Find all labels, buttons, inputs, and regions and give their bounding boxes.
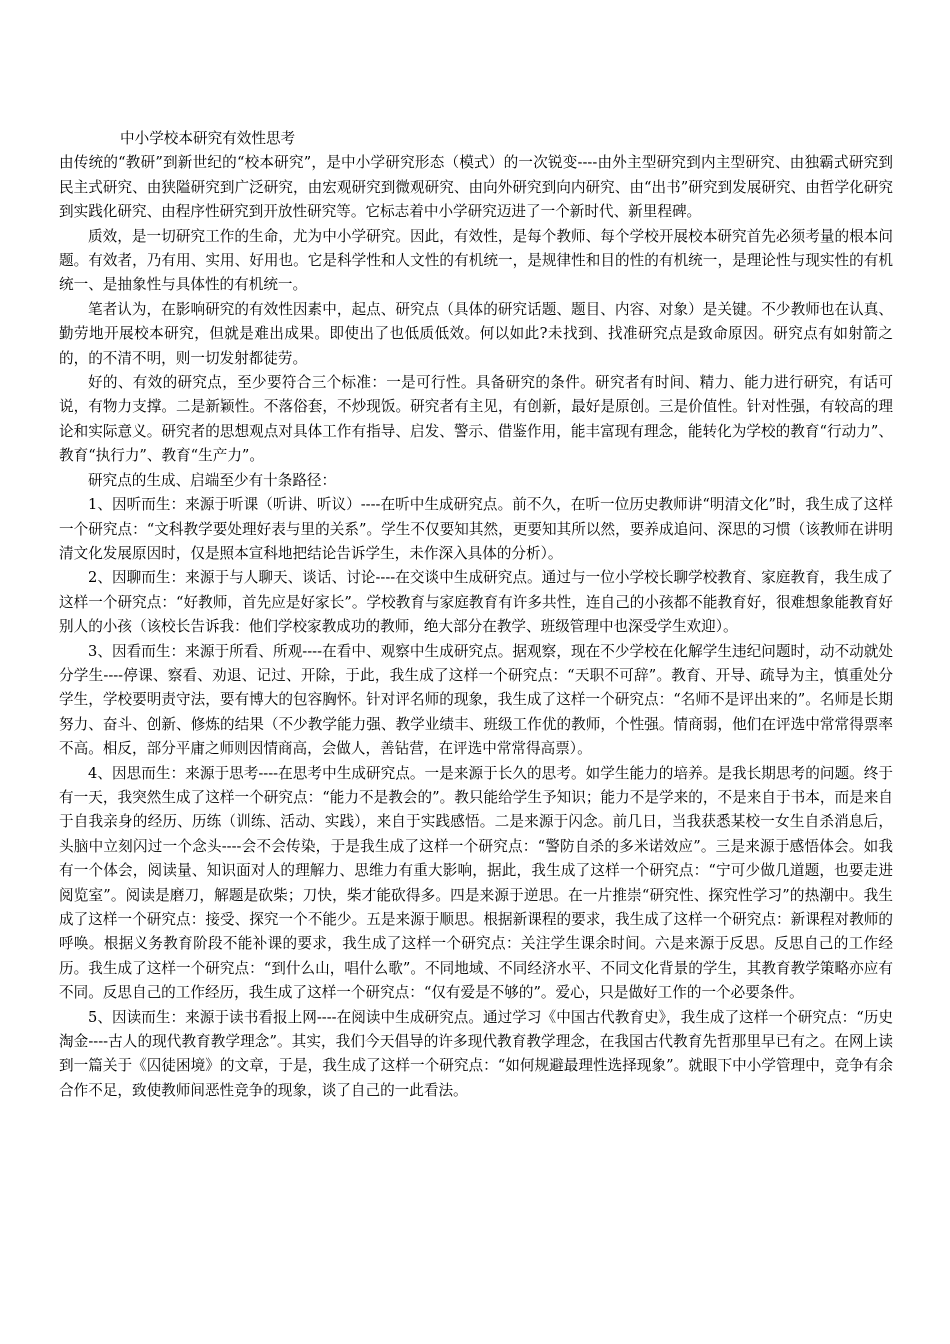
paragraph-path-3: 3、因看而生：来源于所看、所观----在看中、观察中生成研究点。据观察，现在不少学校在化解学生违纪问题时，动不动就处分学生----停课、察看、劝退、记过、开除，于此，我生成了这样一个研究点：“天职不可辞”。教育、开导、疏导为主，慎重处分学生，学校要明责守法，要有博大的包容胸怀。针对评名师的现象，我生成了这样一个研究点：“名师不是评出来的”。名师是长期努力、奋斗、创新、修炼的结果（不少教学能力强、教学业绩丰、班级工作优的教师，个性强。情商弱，他们在评选中常常得票率不高。相反，部分平庸之师则因情商高，会做人，善钻营，在评选中常常得高票）。 [59, 642, 893, 758]
paragraph-three-standards: 好的、有效的研究点，至少要符合三个标准：一是可行性。具备研究的条件。研究者有时间、精力、能力进行研究，有话可说，有物力支撑。二是新颖性。不落俗套，不炒现饭。研究者有主见，有创新，最好是原创。三是价值性。针对性强，有较高的理论和实际意义。研究者的思想观点对具体工作有指导、启发、警示、借鉴作用，能丰富现有理念，能转化为学校的教育“行动力”、教育“执行力”、教育“生产力”。 [59, 374, 893, 465]
paragraph-path-4: 4、因思而生：来源于思考----在思考中生成研究点。一是来源于长久的思考。如学生能力的培养。是我长期思考的问题。终于有一天，我突然生成了这样一个研究点：“能力不是教会的”。教只能给学生予知识；能力不是学来的，不是来自于书本，而是来自于自我亲身的经历、历练（训练、活动、实践），来自于实践感悟。二是来源于闪念。前几日，当我获悉某校一女生自杀消息后，头脑中立刻闪过一个念头----会不会传染，于是我生成了这样一个研究点：“警防自杀的多米诺效应”。三是来源于感悟体会。如我有一个体会，阅读量、知识面对人的理解力、思维力有重大影响，据此，我生成了这样一个研究点：“宁可少做几道题，也要走进阅览室”。阅读是磨刀，解题是砍柴；刀快，柴才能砍得多。四是来源于逆思。在一片推崇“研究性、探究性学习”的热潮中。我生成了这样一个研究点：接受、探究一个不能少。五是来源于顺思。根据新课程的要求，我生成了这样一个研究点：新课程对教师的呼唤。根据义务教育阶段不能补课的要求，我生成了这样一个研究点：关注学生课余时间。六是来源于反思。反思自己的工作经历。我生成了这样一个研究点：“到什么山，唱什么歌”。不同地域、不同经济水平、不同文化背景的学生，其教育教学策略亦应有不同。反思自己的工作经历，我生成了这样一个研究点：“仅有爱是不够的”。爱心，只是做好工作的一个必要条件。 [59, 764, 893, 1002]
paragraph-effectiveness: 质效，是一切研究工作的生命，尤为中小学研究。因此，有效性，是每个教师、每个学校开展校本研究首先必须考量的根本问题。有效者，乃有用、实用、好用也。它是科学性和人文性的有机统一，是规律性和目的性的有机统一，是理论性与现实性的有机统一、是抽象性与具体性的有机统一。 [59, 227, 893, 294]
paragraph-path-5: 5、因读而生：来源于读书看报上网----在阅读中生成研究点。通过学习《中国古代教育史》，我生成了这样一个研究点：“历史淘金----古人的现代教育教学理念”。其实，我们今天倡导的许多现代教育教学理念，在我国古代教育先哲那里早已有之。在网上读到一篇关于《囚徒困境》的文章，于是，我生成了这样一个研究点：“如何规避最理性选择现象”。就眼下中小学管理中，竞争有余合作不足，致使教师间恶性竞争的现象，谈了自己的一此看法。 [59, 1008, 893, 1099]
paragraph-research-point: 笔者认为，在影响研究的有效性因素中，起点、研究点（具体的研究话题、题目、内容、对象）是关键。不少教师也在认真、勤劳地开展校本研究，但就是难出成果。即使出了也低质低效。何以如此?未找到、找准研究点是致命原因。研究点有如射箭之的，的不清不明，则一切发射都徒劳。 [59, 300, 893, 367]
paragraph-path-1: 1、因听而生：来源于听课（听讲、听议）----在听中生成研究点。前不久，在听一位历史教师讲“明清文化”时，我生成了这样一个研究点：“文科教学要处理好表与里的关系”。学生不仅要知其然，更要知其所以然，要养成追问、深思的习惯（该教师在讲明清文化发展原因时，仅是照本宣科地把结论告诉学生，未作深入具体的分析）。 [59, 496, 893, 562]
document-page [59, 127, 893, 1103]
paragraph-ten-paths: 研究点的生成、启端至少有十条路径： [88, 471, 337, 489]
paragraph-path-2: 2、因聊而生：来源于与人聊天、谈话、讨论----在交谈中生成研究点。通过与一位小学校长聊学校教育、家庭教育，我生成了这样一个研究点：“好教师，首先应是好家长”。学校教育与家庭教育有许多共性，连自己的小孩都不能教育好，很难想象能教育好别人的小孩（该校长告诉我：他们学校家教成功的教师，绝大部分在教学、班级管理中也深受学生欢迎）。 [59, 569, 893, 636]
paragraph-intro: 由传统的“教研”到新世纪的“校本研究”，是中小学研究形态（模式）的一次锐变----由外主型研究到内主型研究、由独霸式研究到民主式研究、由狭隘研究到广泛研究，由宏观研究到微观研究、由向外研究到向内研究、由“出书”研究到发展研究、由哲学化研究到实践化研究、由程序性研究到开放性研究等。它标志着中小学研究迈进了一个新时代、新里程碑。 [59, 154, 893, 221]
document-title: 中小学校本研究有效性思考 [120, 130, 296, 147]
